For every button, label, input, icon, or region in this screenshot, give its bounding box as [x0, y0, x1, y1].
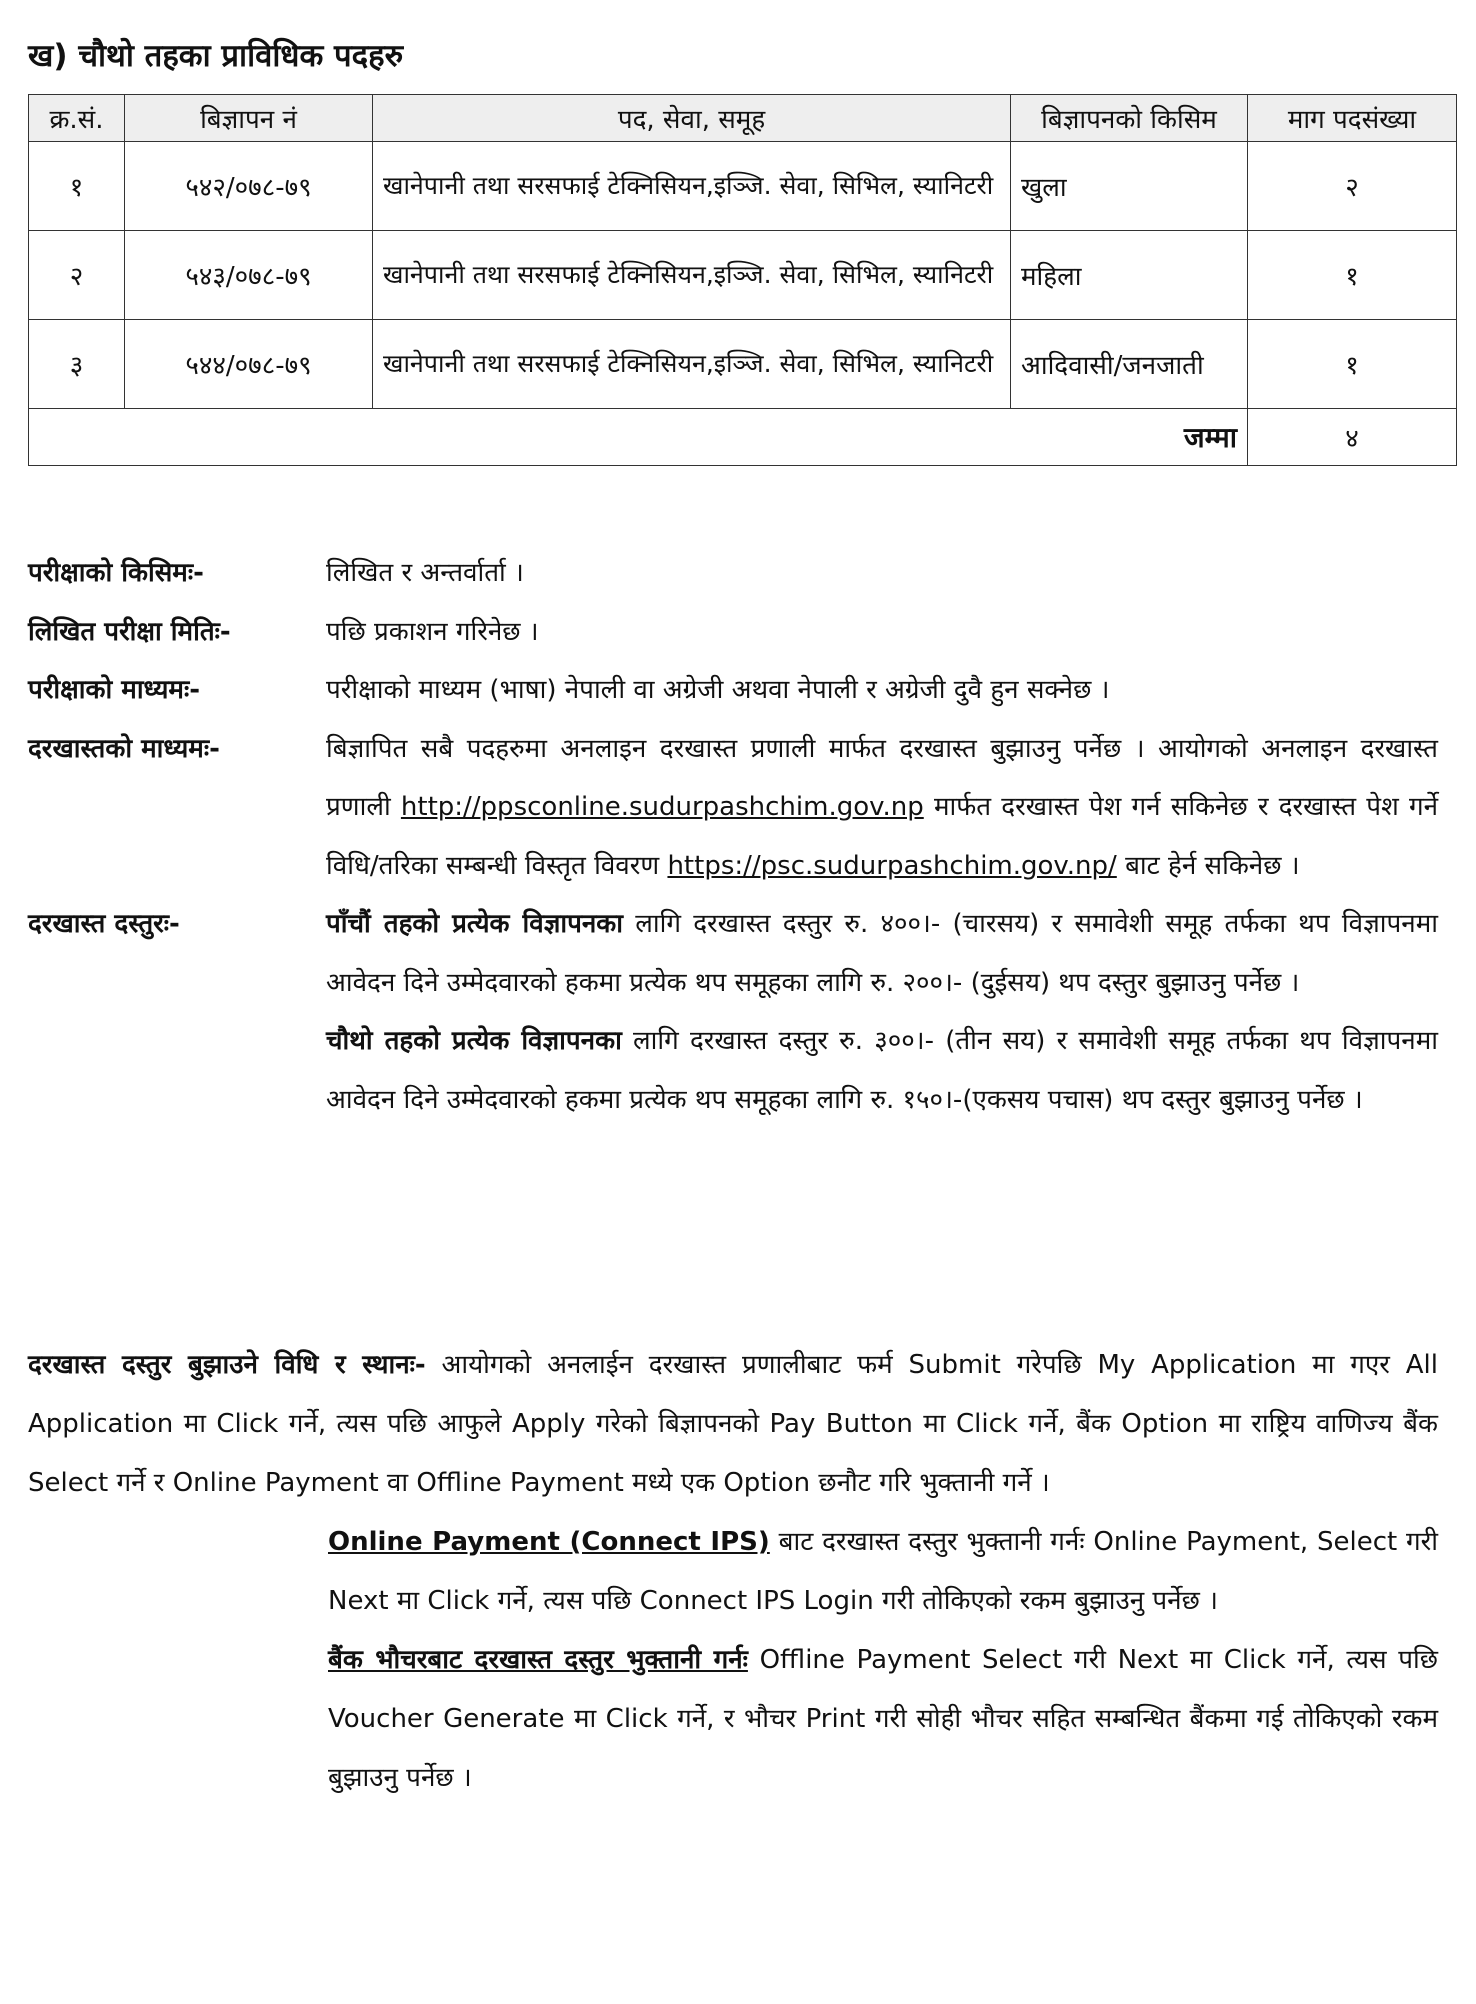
posts-table [28, 94, 1457, 466]
medium-label: परीक्षाको माध्यमः- [28, 675, 200, 705]
online-payment-title: Online Payment (Connect IPS) [328, 1527, 770, 1557]
cell-adv-no: ५४३/०७८-७९ [125, 231, 373, 320]
apply-text: बाट हेर्न सकिनेछ । [1125, 850, 1300, 881]
cell-post-count: २ [1248, 142, 1457, 231]
medium-value: परीक्षाको माध्यम (भाषा) नेपाली वा अग्रेजी अथवा नेपाली र अग्रेजी दुवै हुन सक्नेछ । [326, 675, 1110, 705]
cell-post: खानेपानी तथा सरसफाई टेक्निसियन,इञ्जि. सेवा, सिभिल, स्यानिटरी [373, 320, 1011, 409]
fee-level-4 [326, 1012, 1438, 1129]
written-date-value: पछि प्रकाशन गरिनेछ । [326, 616, 539, 647]
online-payment-text: बाट दरखास्त दस्तुर भुक्तानी गर्नः Online Payment, Select गरी Next मा Click गर्ने, त्यस पछि Connect IPS Login गरी तोकिएको रकम बुझाउनु पर्नेछ । [328, 1527, 1439, 1616]
section-heading: ख) चौथो तहका प्राविधिक पदहरु [28, 38, 404, 74]
total-value: ४ [1248, 409, 1457, 466]
apply-text: बिज्ञापित सबै पदहरुमा अनलाइन दरखास्त प्रणाली मार्फत दरखास्त बुझाउनु पर्नेछ । आयोगको अनलाइन दरखास्त प्रणाली [326, 733, 1438, 822]
header-adv-no: बिज्ञापन नं [125, 95, 373, 142]
cell-sn: १ [29, 142, 125, 231]
payment-intro-para [28, 1336, 1438, 1513]
table-row [29, 142, 1457, 231]
cell-post: खानेपानी तथा सरसफाई टेक्निसियन,इञ्जि. सेवा, सिभिल, स्यानिटरी [373, 142, 1011, 231]
fee-level-4-text: लागि दरखास्त दस्तुर रु. ३००।- (तीन सय) र समावेशी समूह तर्फका थप विज्ञापनमा आवेदन दिने उम्मेदवारको हकमा प्रत्येक थप समूहका लागि रु. १५०।-(एकसय पचास) थप दस्तुर बुझाउनु पर्नेछ । [326, 1026, 1438, 1115]
cell-adv-no: ५४४/०७८-७९ [125, 320, 373, 409]
table-row [29, 231, 1457, 320]
table-header-row [29, 95, 1457, 142]
exam-type-row [28, 544, 1438, 603]
voucher-payment-text: Offline Payment Select गरी Next मा Click गर्ने, त्यस पछि Voucher Generate मा Click गर्ने, र भौचर Print गरी सोही भौचर सहित सम्बन्धित बैंकमा गई तोकिएको रकम बुझाउनु पर्नेछ । [328, 1645, 1438, 1793]
medium-row [28, 661, 1438, 720]
table-row [29, 320, 1457, 409]
exam-type-label: परीक्षाको किसिमः- [28, 558, 204, 588]
voucher-payment-para [28, 1631, 1438, 1808]
apply-label: दरखास्तको माध्यमः- [28, 733, 220, 764]
apply-value [326, 720, 1438, 896]
written-date-row [28, 603, 1438, 662]
cell-adv-no: ५४२/०७८-७९ [125, 142, 373, 231]
online-application-link[interactable]: http://ppsconline.sudurpashchim.gov.np [400, 792, 924, 822]
payment-label: दरखास्त दस्तुर बुझाउने विधि र स्थानः- [28, 1350, 426, 1380]
exam-type-value: लिखित र अन्तर्वार्ता । [326, 558, 524, 588]
apply-text: मार्फत दरखास्त पेश गर्न सकिनेछ र दरखास्त पेश गर्ने विधि/तरिका सम्बन्धी विस्तृत विवरण [326, 792, 1439, 881]
header-post-count: माग पदसंख्या [1248, 95, 1457, 142]
payment-section [28, 1336, 1438, 1808]
header-adv-type: बिज्ञापनको किसिम [1011, 95, 1248, 142]
written-date-label: लिखित परीक्षा मितिः- [28, 616, 231, 647]
cell-sn: ३ [29, 320, 125, 409]
psc-website-link[interactable]: https://psc.sudurpashchim.gov.np/ [667, 850, 1117, 881]
voucher-payment-title: बैंक भौचरबाट दरखास्त दस्तुर भुक्तानी गर्नः [328, 1645, 748, 1675]
online-payment-para [28, 1513, 1438, 1631]
cell-post-count: १ [1248, 231, 1457, 320]
payment-intro: आयोगको अनलाईन दरखास्त प्रणालीबाट फर्म Submit गरेपछि My Application मा गएर All Application मा Click गर्ने, त्यस पछि आफुले Apply गरेको बिज्ञापनको Pay Button मा Click गर्ने, बैंक Option मा राष्ट्रिय वाणिज्य बैंक Select गर्ने र Online Payment वा Offline Payment मध्ये एक Option छनौट गरि भुक्तानी गर्ने । [28, 1350, 1438, 1498]
fee-value [326, 895, 1438, 1129]
header-post: पद, सेवा, समूह [373, 95, 1011, 142]
apply-row [28, 720, 1438, 896]
exam-info [28, 544, 1438, 1129]
table-total-row [29, 409, 1457, 466]
cell-post-count: १ [1248, 320, 1457, 409]
cell-sn: २ [29, 231, 125, 320]
header-sn: क्र.सं. [29, 95, 125, 142]
fee-level-4-lead: चौथो तहको प्रत्येक विज्ञापनका [326, 1026, 622, 1056]
fee-level-5-lead: पाँचौं तहको प्रत्येक विज्ञापनका [326, 909, 623, 939]
fee-row [28, 895, 1438, 1129]
cell-post: खानेपानी तथा सरसफाई टेक्निसियन,इञ्जि. सेवा, सिभिल, स्यानिटरी [373, 231, 1011, 320]
fee-label: दरखास्त दस्तुरः- [28, 909, 180, 939]
fee-level-5 [326, 895, 1438, 1012]
total-label: जम्मा [29, 409, 1248, 466]
cell-adv-type: खुला [1011, 142, 1248, 231]
cell-adv-type: महिला [1011, 231, 1248, 320]
fee-level-5-text: लागि दरखास्त दस्तुर रु. ४००।- (चारसय) र समावेशी समूह तर्फका थप विज्ञापनमा आवेदन दिने उम्मेदवारको हकमा प्रत्येक थप समूहका लागि रु. २००।- (दुईसय) थप दस्तुर बुझाउनु पर्नेछ । [326, 909, 1438, 998]
cell-adv-type: आदिवासी/जनजाती [1011, 320, 1248, 409]
